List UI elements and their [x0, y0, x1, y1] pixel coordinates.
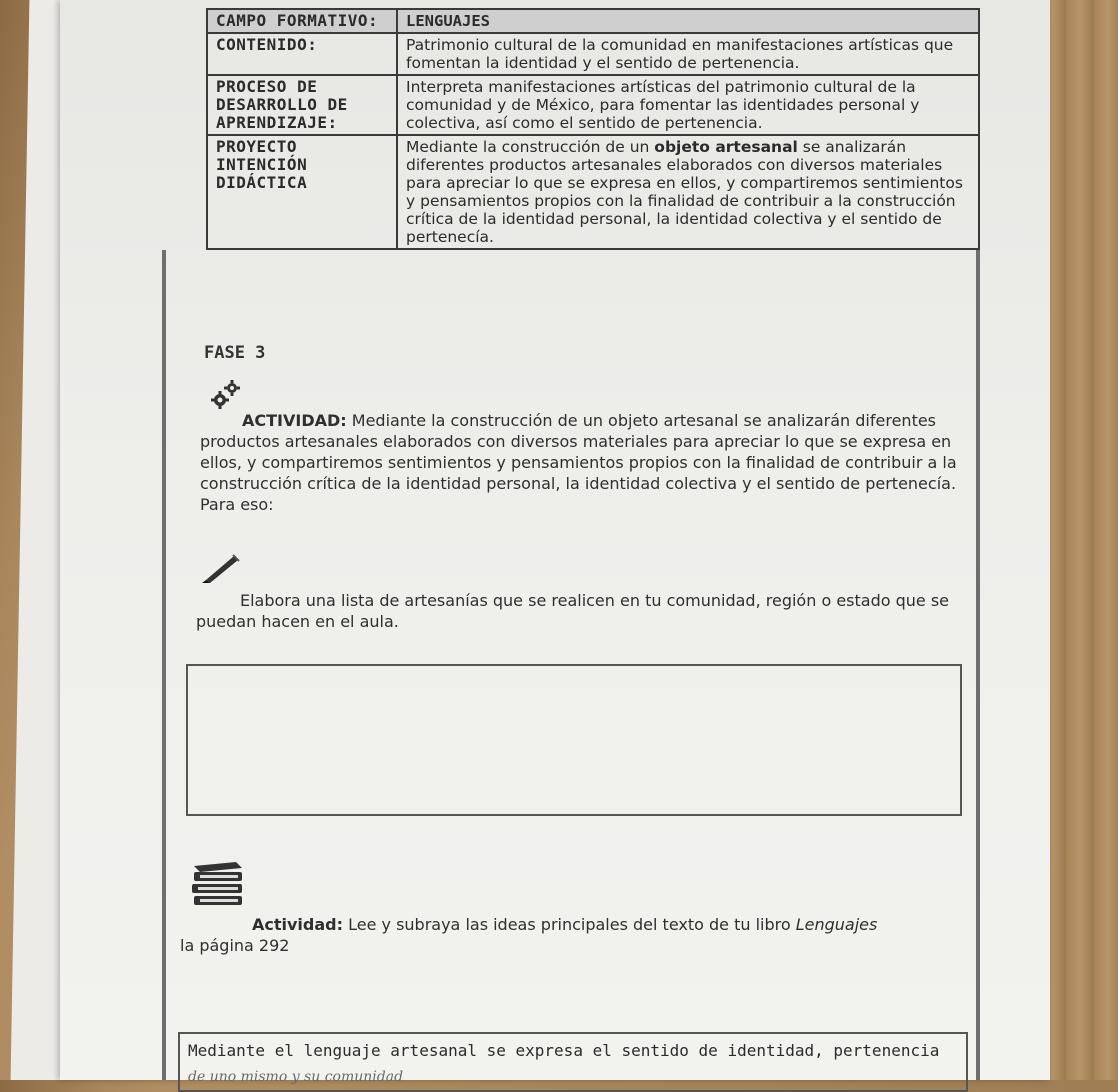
activity2-lead: Actividad:	[252, 915, 344, 934]
table-row-contenido	[208, 32, 978, 74]
books-icon	[190, 860, 246, 914]
project-info-table	[206, 8, 980, 250]
table-row-proceso	[208, 74, 978, 134]
page-border-right	[976, 250, 980, 1080]
summary-text: Mediante el lenguaje artesanal se expresa el sentido de identidad, pertenencia	[188, 1041, 940, 1060]
table-label: CONTENIDO:	[208, 34, 398, 74]
activity2-text: Lee y subraya las ideas principales del texto de tu libro	[343, 915, 796, 934]
activity2-paragraph	[180, 914, 960, 956]
instruction-paragraph: Elabora una lista de artesanías que se realicen en tu comunidad, región o estado que se puedan hacen en el aula.	[196, 591, 950, 631]
pencil-icon	[200, 552, 242, 584]
activity2-page: la página 292	[180, 936, 290, 955]
handwritten-note: de uno mismo y su comunidad	[188, 1069, 404, 1085]
book-title: Lenguajes	[795, 915, 878, 934]
table-label: CAMPO FORMATIVO:	[208, 10, 398, 32]
wood-table	[1038, 0, 1118, 1080]
phase-title: FASE 3	[204, 343, 266, 363]
answer-box[interactable]	[186, 664, 962, 816]
value-bold-text: objeto artesanal	[654, 138, 798, 156]
summary-box[interactable]	[178, 1032, 968, 1092]
activity-paragraph	[200, 410, 970, 515]
table-row-campo	[208, 8, 978, 32]
table-label: PROCESO DE DESARROLLO DE APRENDIZAJE:	[208, 76, 398, 134]
table-value	[398, 136, 978, 248]
activity-text: Mediante la construcción de un objeto artesanal se analizarán diferentes productos artesanales elaborados con diversos materiales para apreciar lo que se expresa en ellos, y compartiremos sentimientos y pensamientos propios con la finalidad de contribuir a la construcción crítica de la identidad personal, la identidad colectiva y el sentido de pertenecía. Para eso:	[200, 411, 957, 514]
table-value: Patrimonio cultural de la comunidad en manifestaciones artísticas que fomentan la identidad y el sentido de pertenencia.	[406, 36, 954, 72]
gear-icon	[208, 380, 244, 410]
activity-lead: ACTIVIDAD:	[242, 411, 347, 430]
page-border-left	[162, 250, 166, 1080]
value-text: Mediante la construcción de un	[406, 138, 655, 156]
value-text: se analizarán diferentes productos artesanales elaborados con diversos materiales para apreciar lo que se expresa en ellos, y compartiremos sentimientos y pensamientos propios con la finalidad de contribuir a la construcción crítica de la identidad personal, la identidad colectiva y el sentido de pertenecía.	[406, 138, 963, 246]
table-value: Interpreta manifestaciones artísticas del patrimonio cultural de la comunidad y de México, para fomentar las identidades personal y colectiva, así como el sentido de pertenencia.	[406, 78, 920, 132]
table-value: LENGUAJES	[406, 12, 490, 30]
table-row-proyecto	[208, 134, 978, 248]
table-label: PROYECTO INTENCIÓN DIDÁCTICA	[208, 136, 398, 248]
